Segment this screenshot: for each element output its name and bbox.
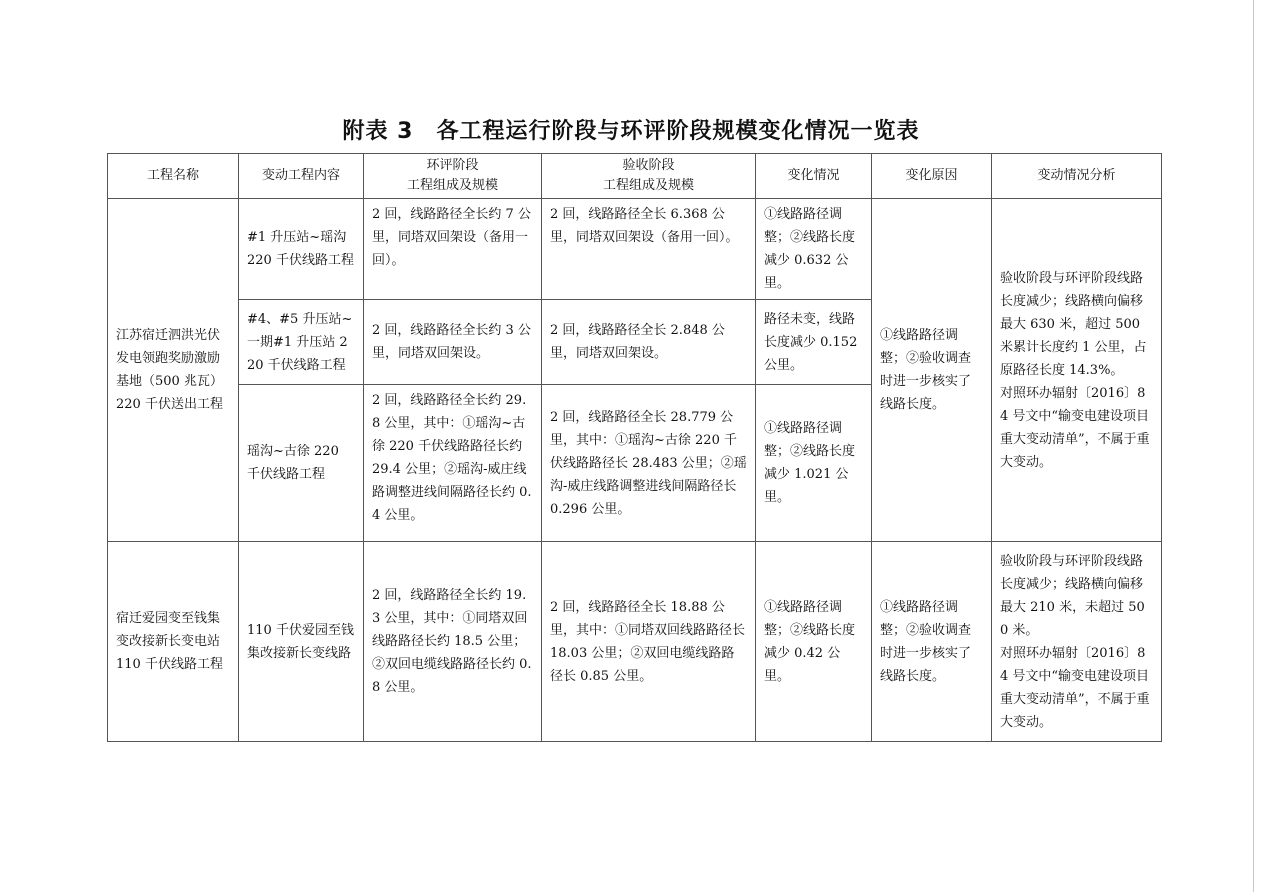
header-project-name: 工程名称 — [108, 154, 239, 199]
header-change-analysis: 变动情况分析 — [992, 154, 1162, 199]
scale-change-table — [107, 153, 1162, 742]
row1-content: #1 升压站~瑶沟 220 千伏线路工程 — [239, 199, 364, 300]
row2-content: #4、#5 升压站~一期#1 升压站 220 千伏线路工程 — [239, 300, 364, 385]
table-row — [108, 542, 1162, 742]
row2-eia: 2 回，线路路径全长约 3 公里，同塔双回架设。 — [364, 300, 542, 385]
header-eia-stage — [364, 154, 542, 199]
row1-change: ①线路路径调整；②线路长度减少 0.632 公里。 — [756, 199, 872, 300]
row3-content: 瑶沟~古徐 220 千伏线路工程 — [239, 385, 364, 542]
group1-analysis-p1: 验收阶段与环评阶段线路长度减少；线路横向偏移最大 630 米，超过 500 米累计长度约 1 公里，占原路径长度 14.3%。 — [1000, 270, 1147, 378]
group1-project-name: 江苏宿迁泗洪光伏发电领跑奖励激励基地（500 兆瓦）220 千伏送出工程 — [108, 199, 239, 542]
group2-analysis-p2: 对照环办辐射〔2016〕84 号文中“输变电建设项目重大变动清单”，不属于重大变动。 — [1000, 645, 1150, 730]
group2-project-name: 宿迁爱园变至钱集变改接新长变电站 110 千伏线路工程 — [108, 542, 239, 742]
header-change-status: 变化情况 — [756, 154, 872, 199]
row2-change: 路径未变，线路长度减少 0.152 公里。 — [756, 300, 872, 385]
header-acc-line2: 工程组成及规模 — [602, 178, 694, 193]
row3-acceptance: 2 回，线路路径全长 28.779 公里，其中：①瑶沟~古徐 220 千伏线路路径长 28.483 公里；②瑶沟-威庄线路调整进线间隔路径长 0.296 公里。 — [542, 385, 756, 542]
group1-analysis — [992, 199, 1162, 542]
group2-reason: ①线路路径调整；②验收调查时进一步核实了线路长度。 — [872, 542, 992, 742]
header-eia-line2: 工程组成及规模 — [406, 178, 498, 193]
table-header-row — [108, 154, 1162, 199]
group2-change: ①线路路径调整；②线路长度减少 0.42 公里。 — [756, 542, 872, 742]
group1-analysis-p2: 对照环办辐射〔2016〕84 号文中“输变电建设项目重大变动清单”，不属于重大变动。 — [1000, 385, 1150, 470]
group2-analysis — [992, 542, 1162, 742]
row2-acceptance: 2 回，线路路径全长 2.848 公里，同塔双回架设。 — [542, 300, 756, 385]
group1-reason: ①线路路径调整；②验收调查时进一步核实了线路长度。 — [872, 199, 992, 542]
group2-acceptance: 2 回，线路路径全长 18.88 公里，其中：①同塔双回线路路径长 18.03 公里；②双回电缆线路路径长 0.85 公里。 — [542, 542, 756, 742]
row3-change: ①线路路径调整；②线路长度减少 1.021 公里。 — [756, 385, 872, 542]
header-change-content: 变动工程内容 — [239, 154, 364, 199]
row3-eia: 2 回，线路路径全长约 29.8 公里，其中：①瑶沟~古徐 220 千伏线路路径长约 29.4 公里；②瑶沟-威庄线路调整进线间隔路径长约 0.4 公里。 — [364, 385, 542, 542]
row1-eia: 2 回，线路路径全长约 7 公里，同塔双回架设（备用一回）。 — [364, 199, 542, 300]
row1-acceptance: 2 回，线路路径全长 6.368 公里，同塔双回架设（备用一回）。 — [542, 199, 756, 300]
header-acc-line1: 验收阶段 — [622, 158, 675, 173]
group2-content: 110 千伏爱园至钱集改接新长变线路 — [239, 542, 364, 742]
group2-eia: 2 回，线路路径全长约 19.3 公里，其中：①同塔双回线路路径长约 18.5 公里；②双回电缆线路路径长约 0.8 公里。 — [364, 542, 542, 742]
header-change-reason: 变化原因 — [872, 154, 992, 199]
table-row — [108, 199, 1162, 300]
header-acceptance-stage — [542, 154, 756, 199]
document-title: 附表 3 各工程运行阶段与环评阶段规模变化情况一览表 — [342, 119, 920, 144]
header-eia-line1: 环评阶段 — [426, 158, 479, 173]
group2-analysis-p1: 验收阶段与环评阶段线路长度减少；线路横向偏移最大 210 米，未超过 500 米。 — [1000, 553, 1145, 638]
